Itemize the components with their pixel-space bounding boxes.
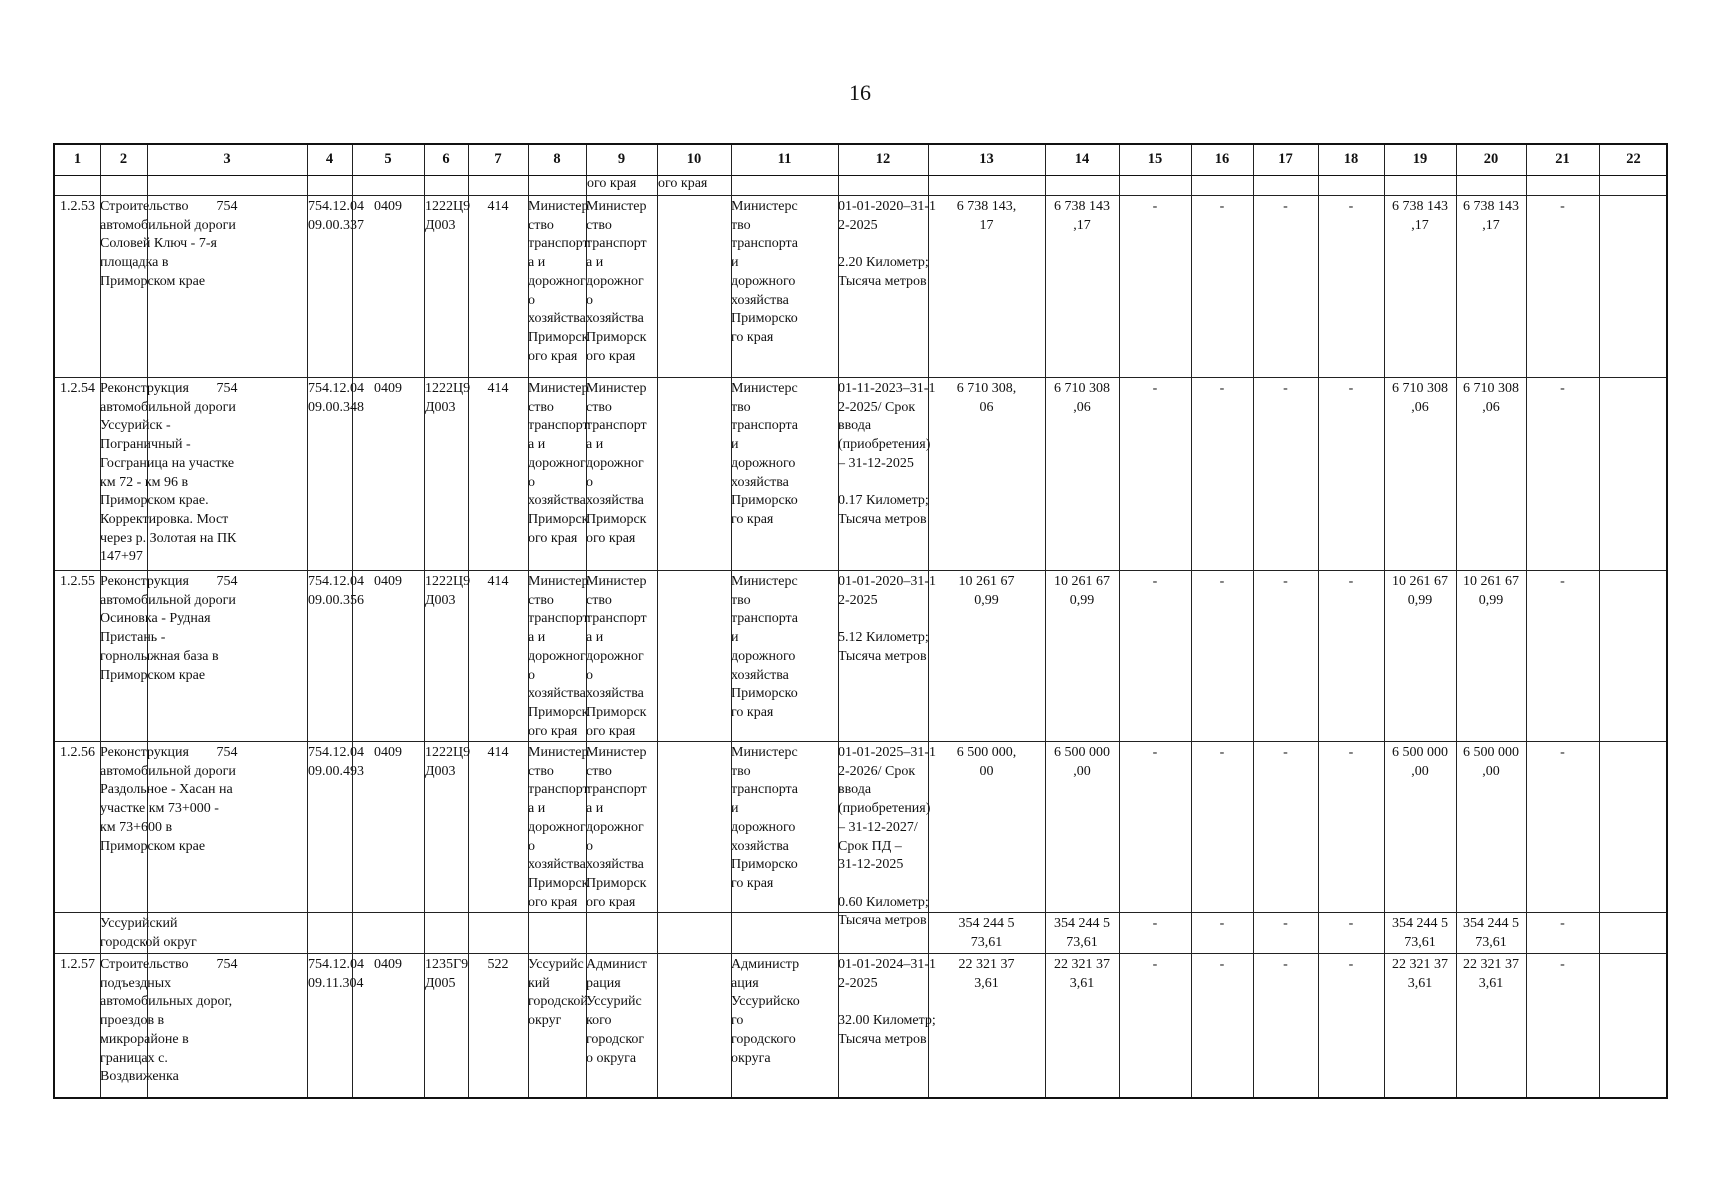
row-1-col-7: 414 [487, 199, 509, 214]
row-5-col-21: - [1560, 916, 1565, 931]
row-6-col-8: Уссурийс кий городской округ [528, 957, 588, 1029]
header-col-17: 17 [1278, 151, 1293, 167]
row-divider [55, 377, 1666, 378]
row-1-col-19: 6 738 143 ,17 [1392, 199, 1448, 233]
row-1-col-9: Министер ство транспорт а и дорожног о хозяйства Приморск ого края [586, 199, 647, 364]
row-4-col-6: 1222Ц9 Д003 [425, 745, 471, 779]
row-4-col-11: Министерс тво транспорта и дорожного хозяйства Приморско го края [731, 745, 799, 891]
header-col-12: 12 [875, 151, 891, 167]
row-3-col-6: 1222Ц9 Д003 [425, 574, 471, 608]
row-3-col-11: Министерс тво транспорта и дорожного хозяйства Приморско го края [731, 574, 799, 720]
row-divider [55, 570, 1666, 571]
row-4-col-12: 01-01-2025–31-1 2-2026/ Срок ввода (приобретения) – 31-12-2027/ Срок ПД – 31-12-2025 0.60 Километр; Тысяча метров [838, 745, 936, 929]
row-3-col-2: Реконструкция автомобильной дороги Осиновка - Рудная Пристань - горнолыжная база в Приморском крае [100, 574, 236, 683]
row-3-col-16: - [1219, 574, 1225, 589]
row-1-col-18: - [1348, 199, 1354, 214]
header-col-14: 14 [1074, 151, 1090, 167]
row-4-col-5: 0409 [374, 745, 402, 760]
row-3-col-15: - [1152, 574, 1158, 589]
row-2-col-1: 1.2.54 [60, 381, 95, 396]
row-5-col-19: 354 244 5 73,61 [1392, 916, 1448, 950]
row-4-col-17: - [1283, 745, 1288, 760]
row-6-col-19: 22 321 37 3,61 [1392, 957, 1448, 991]
row-1-col-14: 6 738 143 ,17 [1054, 199, 1110, 233]
row-2-col-4: 754.12.04 09.00.348 [308, 381, 364, 415]
header-col-5: 5 [384, 151, 392, 167]
row-6-col-20: 22 321 37 3,61 [1463, 957, 1519, 991]
row-2-col-11: Министерс тво транспорта и дорожного хозяйства Приморско го края [731, 381, 799, 527]
row-3-col-14: 10 261 67 0,99 [1054, 574, 1110, 608]
row-4-col-20: 6 500 000 ,00 [1463, 745, 1519, 779]
row-3-col-12: 01-01-2020–31-1 2-2025 5.12 Километр; Тысяча метров [838, 574, 936, 664]
row-5-col-14: 354 244 5 73,61 [1054, 916, 1110, 950]
row-4-col-1: 1.2.56 [60, 745, 95, 760]
row-2-col-14: 6 710 308 ,06 [1054, 381, 1110, 415]
column-divider [1599, 145, 1600, 1097]
header-col-9: 9 [617, 151, 626, 167]
row-1-col-3: 754 [216, 199, 238, 214]
header-col-2: 2 [119, 151, 128, 167]
row-2-col-15: - [1152, 381, 1158, 396]
row-5-col-16: - [1219, 916, 1225, 931]
row-6-col-17: - [1283, 957, 1288, 972]
row-2-col-5: 0409 [374, 381, 402, 396]
header-col-4: 4 [325, 151, 334, 167]
header-col-8: 8 [553, 151, 561, 167]
row-2-col-9: Министер ство транспорт а и дорожног о хозяйства Приморск ого края [586, 381, 647, 546]
row-divider [55, 741, 1666, 742]
row-6-col-2: Строительство подъездных автомобильных дорог, проездов в микрорайоне в границах с. Воздвиженка [100, 957, 233, 1085]
row-3-col-17: - [1283, 574, 1288, 589]
header-col-13: 13 [979, 151, 994, 167]
row-3-col-21: - [1560, 574, 1565, 589]
row-1-col-15: - [1152, 199, 1158, 214]
row-6-col-21: - [1560, 957, 1565, 972]
row-4-col-16: - [1219, 745, 1225, 760]
header-col-7: 7 [494, 151, 502, 167]
row-1-col-4: 754.12.04 09.00.337 [308, 199, 364, 233]
row-2-col-19: 6 710 308 ,06 [1392, 381, 1448, 415]
row-4-col-21: - [1560, 745, 1565, 760]
continuation-cell-10: ого края [658, 176, 708, 191]
row-4-col-18: - [1348, 745, 1354, 760]
column-divider [657, 145, 658, 1097]
row-3-col-4: 754.12.04 09.00.356 [308, 574, 364, 608]
continuation-cell-9: ого края [587, 176, 637, 191]
header-col-20: 20 [1483, 151, 1499, 167]
header-col-21: 21 [1555, 151, 1570, 167]
header-col-6: 6 [442, 151, 450, 167]
row-6-col-9: Админист рация Уссурийс кого городског о округа [586, 957, 647, 1066]
row-4-col-8: Министер ство транспорт а и дорожног о хозяйства Приморск ого края [528, 745, 589, 910]
row-6-col-4: 754.12.04 09.11.304 [308, 957, 364, 991]
row-5-col-2: Уссурийский городской округ [100, 916, 197, 950]
row-6-col-7: 522 [487, 957, 509, 972]
row-1-col-13: 6 738 143, 17 [956, 199, 1017, 233]
row-4-col-9: Министер ство транспорт а и дорожног о хозяйства Приморск ого края [586, 745, 647, 910]
header-col-1: 1 [73, 151, 82, 167]
row-divider [55, 175, 1666, 176]
row-2-col-12: 01-11-2023–31-1 2-2025/ Срок ввода (приобретения) – 31-12-2025 0.17 Километр; Тысяча метров [838, 381, 936, 527]
row-1-col-17: - [1283, 199, 1288, 214]
header-col-18: 18 [1343, 151, 1359, 167]
row-4-col-15: - [1152, 745, 1158, 760]
row-3-col-19: 10 261 67 0,99 [1392, 574, 1448, 608]
row-6-col-1: 1.2.57 [60, 957, 95, 972]
row-3-col-7: 414 [487, 574, 509, 589]
row-1-col-12: 01-01-2020–31-1 2-2025 2.20 Километр; Тысяча метров [838, 199, 936, 289]
row-5-col-15: - [1152, 916, 1158, 931]
row-2-col-8: Министер ство транспорт а и дорожног о хозяйства Приморск ого края [528, 381, 589, 546]
row-2-col-17: - [1283, 381, 1288, 396]
row-4-col-13: 6 500 000, 00 [956, 745, 1017, 779]
row-1-col-2: Строительство автомобильной дороги Соловей Ключ - 7-я площадка в Приморском крае [100, 199, 236, 289]
row-divider [55, 953, 1666, 954]
row-5-col-20: 354 244 5 73,61 [1463, 916, 1519, 950]
header-col-19: 19 [1412, 151, 1428, 167]
row-2-col-20: 6 710 308 ,06 [1463, 381, 1519, 415]
row-4-col-3: 754 [216, 745, 238, 760]
row-1-col-20: 6 738 143 ,17 [1463, 199, 1519, 233]
row-3-col-5: 0409 [374, 574, 402, 589]
header-col-16: 16 [1214, 151, 1230, 167]
header-col-3: 3 [223, 151, 231, 167]
row-2-col-13: 6 710 308, 06 [956, 381, 1017, 415]
row-4-col-7: 414 [487, 745, 509, 760]
row-1-col-5: 0409 [374, 199, 402, 214]
row-6-col-18: - [1348, 957, 1354, 972]
page-number: 16 [849, 80, 871, 105]
row-2-col-18: - [1348, 381, 1354, 396]
row-divider [55, 195, 1666, 196]
row-5-col-13: 354 244 5 73,61 [958, 916, 1015, 950]
row-6-col-12: 01-01-2024–31-1 2-2025 32.00 Километр; Тысяча метров [838, 957, 936, 1047]
row-5-col-18: - [1348, 916, 1354, 931]
row-6-col-5: 0409 [374, 957, 402, 972]
row-6-col-15: - [1152, 957, 1158, 972]
row-4-col-14: 6 500 000 ,00 [1054, 745, 1110, 779]
row-2-col-21: - [1560, 381, 1565, 396]
row-1-col-16: - [1219, 199, 1225, 214]
row-6-col-13: 22 321 37 3,61 [958, 957, 1015, 991]
row-3-col-20: 10 261 67 0,99 [1463, 574, 1519, 608]
row-6-col-16: - [1219, 957, 1225, 972]
row-3-col-9: Министер ство транспорт а и дорожног о хозяйства Приморск ого края [586, 574, 647, 739]
row-4-col-4: 754.12.04 09.00.493 [308, 745, 364, 779]
header-col-22: 22 [1626, 151, 1641, 167]
row-1-col-1: 1.2.53 [60, 199, 95, 214]
row-3-col-18: - [1348, 574, 1354, 589]
row-4-col-2: Реконструкция автомобильной дороги Раздольное - Хасан на участке км 73+000 - км 73+600 в Приморском крае [100, 745, 236, 854]
row-3-col-13: 10 261 67 0,99 [958, 574, 1015, 608]
row-1-col-6: 1222Ц9 Д003 [425, 199, 471, 233]
row-4-col-19: 6 500 000 ,00 [1392, 745, 1448, 779]
row-2-col-3: 754 [216, 381, 238, 396]
row-2-col-2: Реконструкция автомобильной дороги Уссурийск - Пограничный - Госграница на участке км 72 - км 96 в Приморском крае. Корректировка. Мост через р. Золотая на ПК 147+97 [100, 381, 237, 565]
row-1-col-21: - [1560, 199, 1565, 214]
row-5-col-17: - [1283, 916, 1288, 931]
budget-table [53, 143, 1668, 1099]
row-6-col-11: Администр ация Уссурийско го городского округа [731, 957, 800, 1066]
row-2-col-6: 1222Ц9 Д003 [425, 381, 471, 415]
row-2-col-7: 414 [487, 381, 509, 396]
row-6-col-6: 1235Г9 Д005 [425, 957, 469, 991]
row-6-col-3: 754 [216, 957, 238, 972]
header-col-15: 15 [1147, 151, 1163, 167]
row-3-col-3: 754 [216, 574, 238, 589]
row-1-col-11: Министерс тво транспорта и дорожного хозяйства Приморско го края [731, 199, 799, 345]
row-6-col-14: 22 321 37 3,61 [1054, 957, 1110, 991]
header-col-10: 10 [686, 151, 702, 167]
row-3-col-8: Министер ство транспорт а и дорожног о хозяйства Приморск ого края [528, 574, 589, 739]
header-col-11: 11 [777, 151, 792, 167]
row-3-col-1: 1.2.55 [60, 574, 95, 589]
row-2-col-16: - [1219, 381, 1225, 396]
row-1-col-8: Министер ство транспорт а и дорожног о хозяйства Приморск ого края [528, 199, 589, 364]
